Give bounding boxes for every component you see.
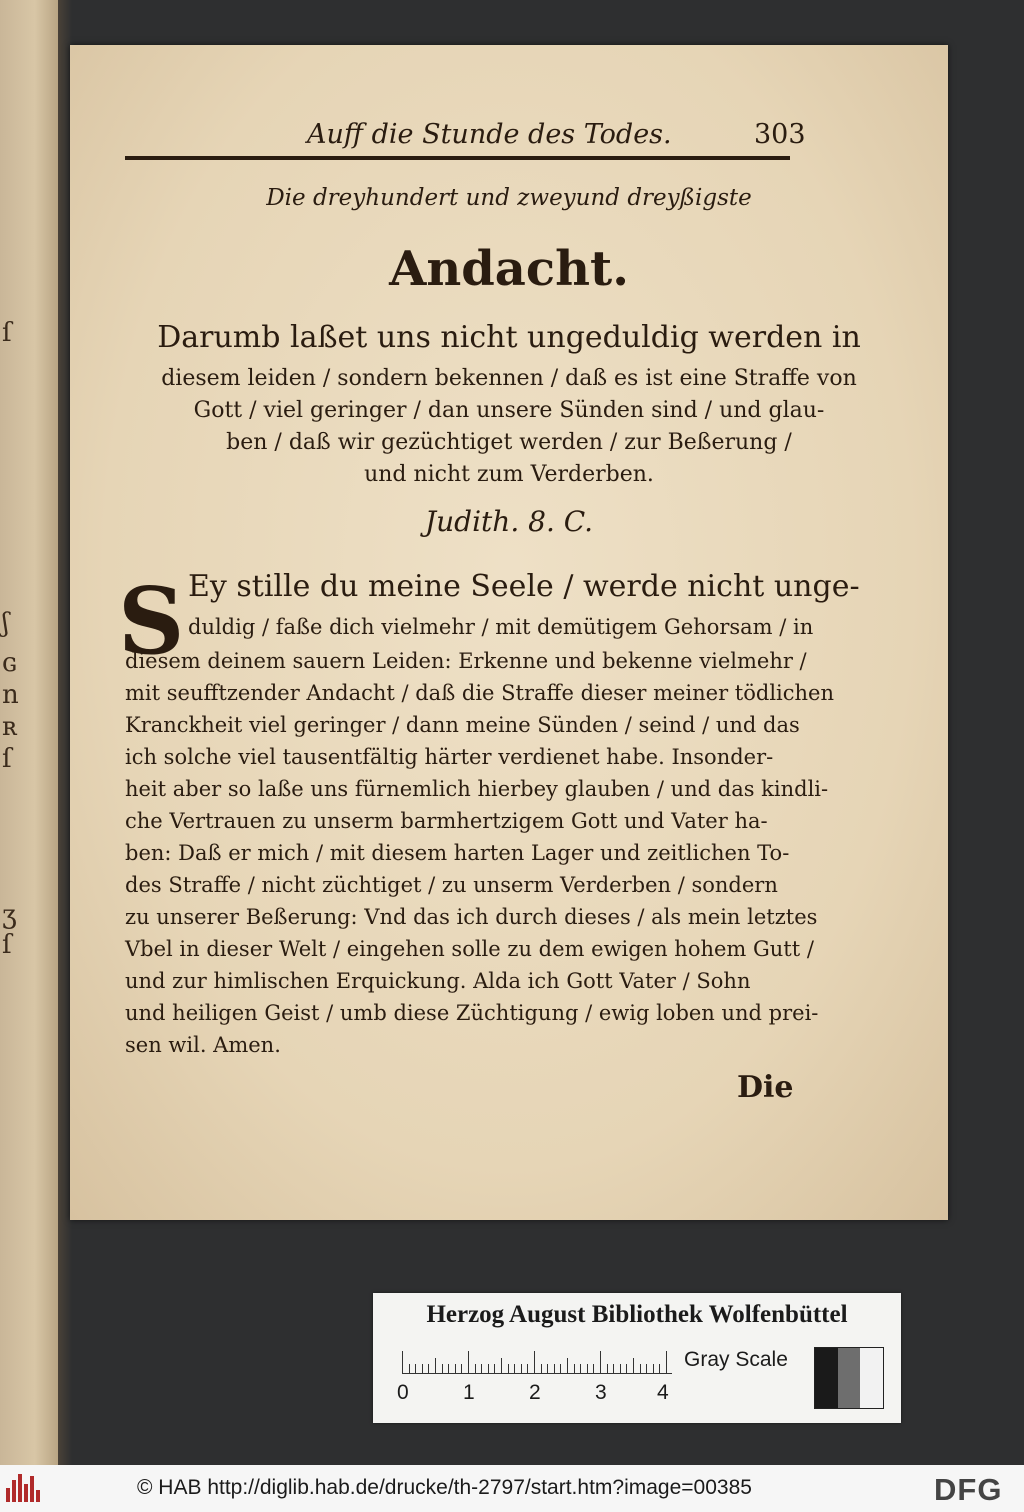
scale-tick (587, 1364, 588, 1373)
body-line: Ey stille du meine Seele / werde nicht unge- (188, 569, 860, 604)
body-line: Vbel in dieser Welt / eingehen solle zu dem ewigen hohem Gutt / (125, 937, 814, 961)
scale-tick (415, 1364, 416, 1373)
scale-tick (626, 1364, 627, 1373)
scale-tick (580, 1364, 581, 1373)
scripture-reference: Judith. 8. C. (424, 505, 594, 538)
scale-tick (488, 1364, 489, 1373)
logo-bar (6, 1488, 10, 1502)
drop-capital: S (118, 567, 185, 675)
body-line: ben: Daß er mich / mit diesem harten Lager und zeitlichen To- (125, 841, 790, 865)
head-rule (125, 156, 790, 160)
body-line: zu unserer Beßerung: Vnd das ich durch dieses / als mein letztes (125, 905, 818, 929)
logo-bar (24, 1484, 28, 1502)
body-line: Kranckheit viel geringer / dann meine Sünden / seind / und das (125, 713, 800, 737)
scale-tick (560, 1364, 561, 1373)
gray-scale-swatch (814, 1347, 884, 1409)
prev-page-fragment: ſ (2, 318, 12, 348)
page-number: 303 (754, 119, 806, 150)
body-line: sen wil. Amen. (125, 1033, 281, 1057)
scale-ruler (402, 1351, 672, 1374)
prev-page-fragment: n (2, 680, 19, 710)
scale-tick (640, 1364, 641, 1373)
dfg-logo: DFG (934, 1472, 1003, 1507)
section-title: Andacht. (389, 241, 629, 297)
logo-bar (30, 1476, 34, 1502)
scale-tick (514, 1364, 515, 1373)
book-page (70, 45, 948, 1220)
scale-tick (541, 1364, 542, 1373)
catchword: Die (737, 1070, 794, 1105)
prev-page-fragment: ʒ (2, 900, 17, 930)
scale-tick (422, 1364, 423, 1373)
footer-url[interactable]: © HAB http://diglib.hab.de/drucke/th-2797/start.htm?image=00385 (137, 1476, 752, 1499)
scale-tick (475, 1364, 476, 1373)
summary-line: Darumb laßet uns nicht ungeduldig werden in (157, 320, 861, 355)
scale-tick (448, 1364, 449, 1373)
scale-tick (547, 1364, 548, 1373)
scale-tick (534, 1351, 535, 1373)
scale-tick (659, 1364, 660, 1373)
body-line: des Straffe / nicht züchtiget / zu unserm Verderben / sondern (125, 873, 778, 897)
scale-number: 2 (529, 1381, 541, 1404)
scale-tick (409, 1364, 410, 1373)
scale-tick (666, 1351, 667, 1373)
scale-tick (494, 1364, 495, 1373)
body-line: und heiligen Geist / umb diese Züchtigung / ewig loben und prei- (125, 1001, 819, 1025)
scale-tick (633, 1358, 634, 1373)
section-subtitle: Die dreyhundert und zweyund dreyßigste (266, 185, 752, 211)
gray-swatch-mid (838, 1348, 861, 1408)
prev-page-fragment: ſ (2, 930, 12, 960)
scale-tick (501, 1358, 502, 1373)
scale-tick (593, 1364, 594, 1373)
body-line: ich solche viel tausentfältig härter verdienet habe. Insonder- (125, 745, 774, 769)
previous-page-edge (0, 0, 58, 1465)
scale-tick (402, 1351, 403, 1373)
scale-tick (508, 1364, 509, 1373)
hab-logo-icon (6, 1474, 40, 1502)
scale-number: 1 (463, 1381, 475, 1404)
summary-line: und nicht zum Verderben. (364, 462, 654, 487)
scale-tick (428, 1364, 429, 1373)
body-line: mit seufftzender Andacht / daß die Straffe dieser meiner tödlichen (125, 681, 834, 705)
scale-tick (600, 1351, 601, 1373)
scale-tick (620, 1364, 621, 1373)
scale-number: 0 (397, 1381, 409, 1404)
gray-swatch-black (815, 1348, 838, 1408)
logo-bar (18, 1474, 22, 1502)
summary-line: Gott / viel geringer / dan unsere Sünden sind / und glau- (193, 398, 825, 423)
scale-tick (646, 1364, 647, 1373)
running-head: Auff die Stunde des Todes. (307, 119, 672, 150)
scale-tick (435, 1358, 436, 1373)
body-line: heit aber so laße uns fürnemlich hierbey glauben / und das kindli- (125, 777, 829, 801)
scale-tick (613, 1364, 614, 1373)
summary-line: diesem leiden / sondern bekennen / daß es ist eine Straffe von (161, 366, 857, 391)
gray-scale-label: Gray Scale (684, 1348, 788, 1371)
scale-tick (461, 1364, 462, 1373)
scale-tick (554, 1364, 555, 1373)
library-name: Herzog August Bibliothek Wolfenbüttel (426, 1301, 848, 1328)
gray-swatch-white (860, 1348, 883, 1408)
scale-tick (527, 1364, 528, 1373)
scale-tick (442, 1364, 443, 1373)
library-scale-card (373, 1293, 901, 1423)
scale-tick (567, 1358, 568, 1373)
scale-tick (455, 1364, 456, 1373)
prev-page-fragment: ʀ (2, 712, 18, 742)
scale-number: 3 (595, 1381, 607, 1404)
prev-page-fragment: ɢ (2, 648, 18, 678)
body-line: che Vertrauen zu unserm barmhertzigem Gott und Vater ha- (125, 809, 768, 833)
scale-tick (653, 1364, 654, 1373)
summary-line: ben / daß wir gezüchtiget werden / zur Beßerung / (226, 430, 792, 455)
logo-bar (36, 1490, 40, 1502)
logo-bar (12, 1480, 16, 1502)
body-line: und zur himlischen Erquickung. Alda ich Gott Vater / Sohn (125, 969, 751, 993)
scale-tick (574, 1364, 575, 1373)
body-line: duldig / faße dich vielmehr / mit demütigem Gehorsam / in (188, 615, 814, 639)
scale-tick (468, 1351, 469, 1373)
body-line: diesem deinem sauern Leiden: Erkenne und bekenne vielmehr / (125, 649, 807, 673)
prev-page-fragment: ʃ (2, 608, 10, 638)
prev-page-fragment: ſ (2, 744, 12, 774)
scale-number: 4 (657, 1381, 669, 1404)
scale-tick (481, 1364, 482, 1373)
scale-tick (521, 1364, 522, 1373)
scale-tick (607, 1364, 608, 1373)
